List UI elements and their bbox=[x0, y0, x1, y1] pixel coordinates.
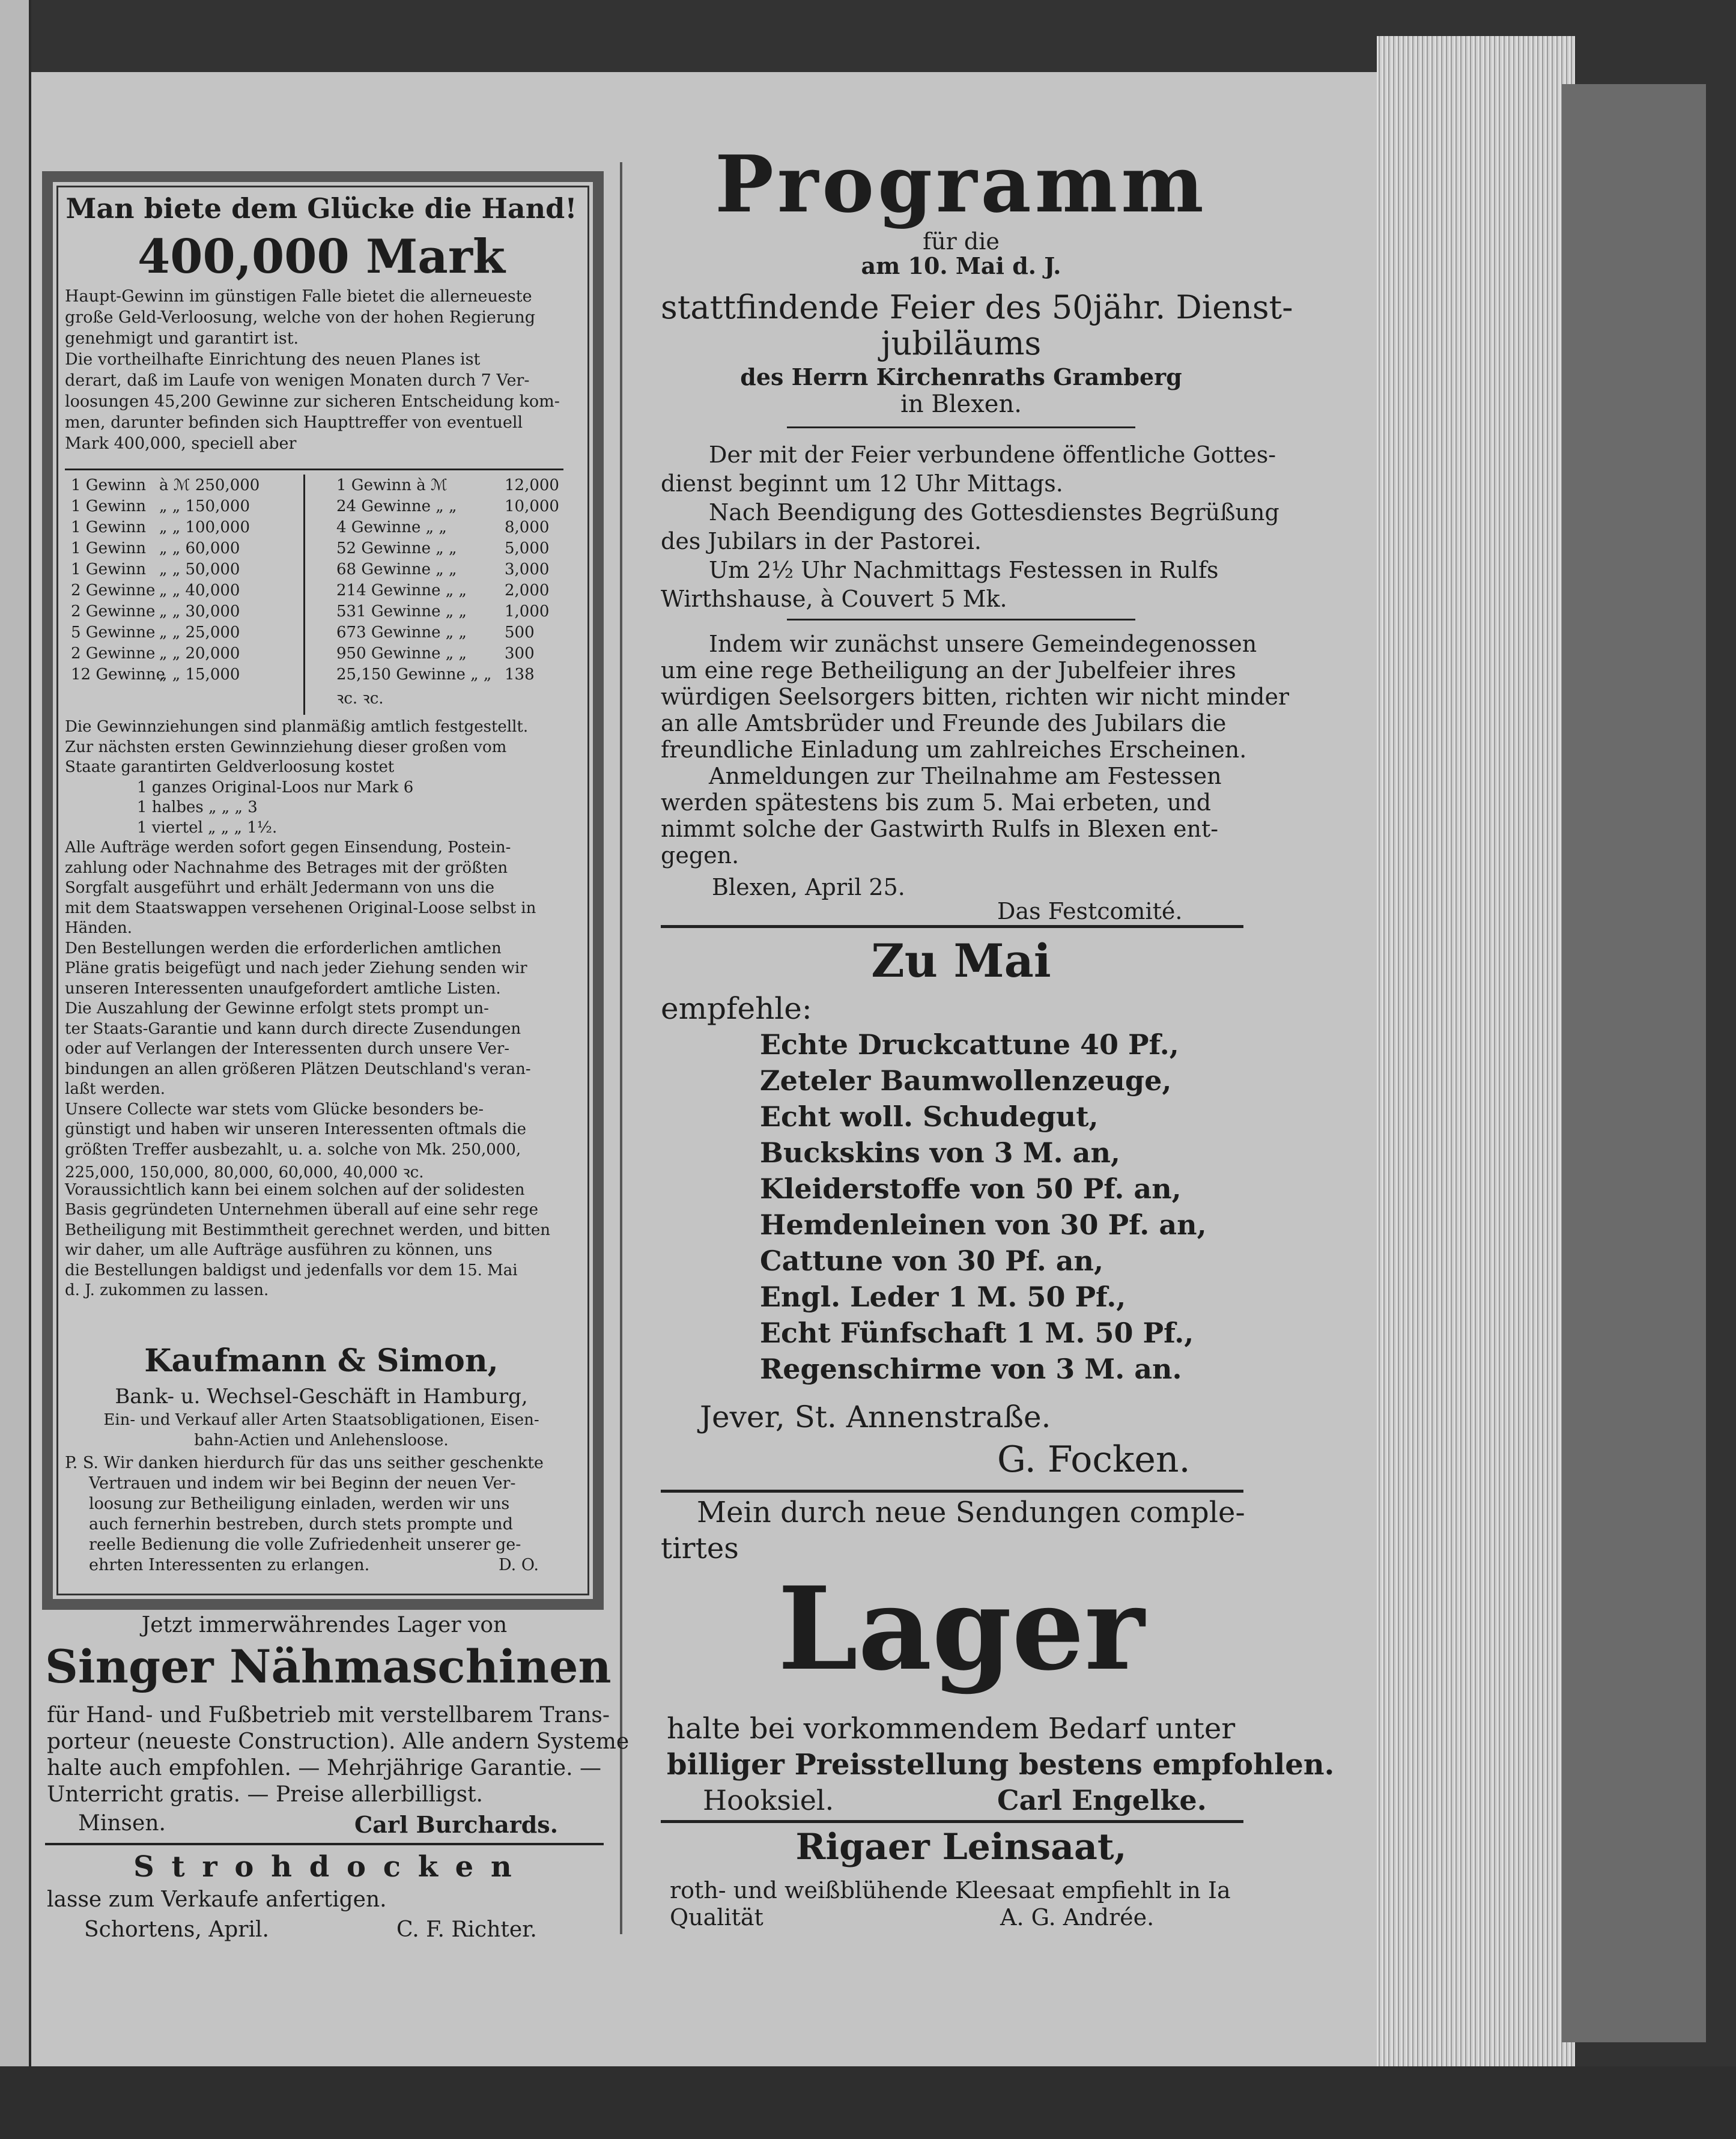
lottery-body-line: laßt werden. bbox=[65, 1080, 166, 1098]
mai-item: Buckskins von 3 M. an, bbox=[760, 1136, 1120, 1169]
programm-line: um eine rege Betheiligung an der Jubelfeier ihres bbox=[661, 657, 1236, 684]
programm-subtitle: jubiläums bbox=[881, 324, 1042, 362]
mai-item: Hemdenleinen von 30 Pf. an, bbox=[760, 1209, 1207, 1241]
singer-title: Singer Nähmaschinen bbox=[45, 1640, 612, 1693]
mai-place: Jever, St. Annenstraße. bbox=[700, 1400, 1051, 1434]
separator-rule bbox=[787, 426, 1135, 428]
programm-line: würdigen Seelsorgers bitten, richten wir nicht minder bbox=[661, 684, 1290, 710]
lottery-body-line: Händen. bbox=[65, 919, 132, 937]
prize-count: 25,150 Gewinne „ „ bbox=[336, 666, 492, 684]
prize-count: 1 Gewinn bbox=[71, 497, 147, 515]
prize-count: 2 Gewinne bbox=[71, 602, 156, 620]
lottery-intro-line: derart, daß im Laufe von wenigen Monaten durch 7 Ver- bbox=[65, 371, 530, 390]
lottery-body-line: 1 halbes „ „ „ 3 bbox=[137, 798, 258, 816]
prize-amount: 3,000 bbox=[505, 560, 550, 578]
book-cover bbox=[1562, 84, 1706, 2042]
lottery-headline: Man biete dem Glücke die Hand! bbox=[65, 192, 577, 225]
lottery-body-line: Staate garantirten Geldverloosung kostet bbox=[65, 758, 395, 776]
programm-line: gegen. bbox=[661, 842, 739, 869]
firm-line: Ein- und Verkauf aller Arten Staatsobligationen, Eisen- bbox=[103, 1411, 539, 1429]
ps-line: loosung zur Betheiligung einladen, werden wir uns bbox=[89, 1494, 510, 1513]
lager-line: billiger Preisstellung bestens empfohlen. bbox=[667, 1748, 1335, 1782]
lottery-body-line: die Bestellungen baldigst und jedenfalls vor dem 15. Mai bbox=[65, 1261, 518, 1279]
stroh-signature: C. F. Richter. bbox=[396, 1917, 537, 1942]
lottery-body-line: bindungen an allen größeren Plätzen Deutschland's veran- bbox=[65, 1060, 531, 1078]
rigaer-line: Qualität bbox=[670, 1904, 763, 1931]
lottery-intro-line: große Geld-Verloosung, welche von der hohen Regierung bbox=[65, 308, 535, 327]
rigaer-line: roth- und weißblühende Kleesaat empfiehlt in Ia bbox=[670, 1877, 1231, 1904]
prize-count: 24 Gewinne „ „ bbox=[336, 497, 457, 515]
singer-signature: Carl Burchards. bbox=[354, 1811, 558, 1838]
prize-amount: 1,000 bbox=[505, 602, 550, 620]
prize-table-divider bbox=[303, 475, 305, 715]
prize-count: 214 Gewinne „ „ bbox=[336, 581, 467, 599]
programm-subtitle: stattfindende Feier des 50jähr. Dienst- bbox=[661, 288, 1293, 326]
prize-amount: à ℳ 250,000 bbox=[159, 476, 260, 494]
prize-count: 12 Gewinne bbox=[71, 666, 165, 684]
prize-amount: 8,000 bbox=[505, 518, 550, 536]
ps-signature: D. O. bbox=[499, 1556, 539, 1574]
separator-rule bbox=[787, 619, 1135, 620]
prize-count: 950 Gewinne „ „ bbox=[336, 645, 467, 663]
ps-line: P. S. Wir danken hierdurch für das uns seither geschenkte bbox=[65, 1454, 544, 1472]
programm-line: Der mit der Feier verbundene öffentliche Gottes- bbox=[709, 441, 1276, 468]
prize-count: 2 Gewinne bbox=[71, 581, 156, 599]
lottery-body-line: größten Treffer ausbezahlt, u. a. solche von Mk. 250,000, bbox=[65, 1140, 521, 1159]
separator-rule bbox=[661, 1820, 1243, 1823]
prize-amount: „ „ 25,000 bbox=[159, 623, 240, 642]
facing-page-edge bbox=[0, 0, 31, 2139]
prize-table-top-rule bbox=[65, 469, 563, 470]
lager-place: Hooksiel. bbox=[703, 1784, 834, 1816]
lottery-body-line: 1 ganzes Original-Loos nur Mark 6 bbox=[137, 778, 414, 796]
firm-line: bahn-Actien und Anlehensloose. bbox=[194, 1431, 449, 1449]
mai-title: Zu Mai bbox=[871, 934, 1051, 988]
prize-amount: 500 bbox=[505, 623, 535, 642]
lottery-body-line: oder auf Verlangen der Interessenten durch unsere Ver- bbox=[65, 1040, 510, 1058]
stroh-place: Schortens, April. bbox=[84, 1917, 269, 1942]
mai-item: Kleiderstoffe von 50 Pf. an, bbox=[760, 1173, 1182, 1205]
lottery-intro-line: Mark 400,000, speciell aber bbox=[65, 434, 297, 453]
lottery-body-line: Den Bestellungen werden die erforderlichen amtlichen bbox=[65, 939, 502, 957]
ps-line: ehrten Interessenten zu erlangen. bbox=[89, 1556, 370, 1574]
programm-subtitle: am 10. Mai d. J. bbox=[861, 252, 1061, 279]
programm-line: nimmt solche der Gastwirth Rulfs in Blexen ent- bbox=[661, 816, 1219, 842]
lottery-body-line: Zur nächsten ersten Gewinnziehung dieser großen vom bbox=[65, 738, 507, 756]
prize-count: 52 Gewinne „ „ bbox=[336, 539, 457, 557]
prize-amount: „ „ 40,000 bbox=[159, 581, 240, 599]
prize-amount: 5,000 bbox=[505, 539, 550, 557]
lottery-body-line: günstigt und haben wir unseren Interessenten oftmals die bbox=[65, 1120, 527, 1138]
lottery-body-line: Basis gegründeten Unternehmen überall auf eine sehr rege bbox=[65, 1201, 539, 1219]
lager-signature: Carl Engelke. bbox=[997, 1784, 1207, 1816]
programm-line: Indem wir zunächst unsere Gemeindegenossen bbox=[709, 631, 1257, 657]
firm-name: Kaufmann & Simon, bbox=[144, 1343, 499, 1379]
prize-amount: „ „ 15,000 bbox=[159, 666, 240, 684]
prize-count: 1 Gewinn bbox=[71, 539, 147, 557]
lottery-body-line: Sorgfalt ausgeführt und erhält Jedermann von uns die bbox=[65, 879, 495, 897]
programm-subtitle: in Blexen. bbox=[900, 390, 1022, 418]
mai-intro: empfehle: bbox=[661, 991, 812, 1026]
ps-line: auch fernerhin bestreben, durch stets prompte und bbox=[89, 1515, 513, 1534]
lottery-body-line: zahlung oder Nachnahme des Betrages mit der größten bbox=[65, 858, 508, 877]
mai-item: Echte Druckcattune 40 Pf., bbox=[760, 1028, 1179, 1061]
separator-rule bbox=[661, 925, 1243, 928]
rigaer-title: Rigaer Leinsaat, bbox=[795, 1826, 1127, 1868]
prize-amount: „ „ 150,000 bbox=[159, 497, 250, 515]
separator-rule bbox=[45, 1843, 604, 1845]
lottery-intro-line: Haupt-Gewinn im günstigen Falle bietet die allerneueste bbox=[65, 287, 532, 306]
rigaer-signature: A. G. Andrée. bbox=[1000, 1904, 1155, 1931]
lottery-amount: 400,000 Mark bbox=[138, 229, 505, 284]
singer-place: Minsen. bbox=[78, 1811, 166, 1836]
bottom-shadow bbox=[0, 2066, 1736, 2139]
prize-amount: 12,000 bbox=[505, 476, 559, 494]
lager-intro: tirtes bbox=[661, 1532, 739, 1565]
lottery-body-line: 225,000, 150,000, 80,000, 60,000, 40,000 ꝛc. bbox=[65, 1164, 424, 1182]
ps-line: reelle Bedienung die volle Zufriedenheit unserer ge- bbox=[89, 1535, 521, 1554]
mai-item: Regenschirme von 3 M. an. bbox=[760, 1353, 1182, 1385]
lottery-body-line: Alle Aufträge werden sofort gegen Einsendung, Postein- bbox=[65, 839, 511, 857]
mai-item: Zeteler Baumwollenzeuge, bbox=[760, 1064, 1172, 1097]
prize-count: 673 Gewinne „ „ bbox=[336, 623, 467, 642]
programm-line: an alle Amtsbrüder und Freunde des Jubilars die bbox=[661, 710, 1227, 736]
prize-count: 1 Gewinn bbox=[71, 518, 147, 536]
lottery-body-line: d. J. zukommen zu lassen. bbox=[65, 1281, 269, 1299]
singer-line: porteur (neueste Construction). Alle andern Systeme bbox=[47, 1729, 630, 1754]
singer-intro: Jetzt immerwährendes Lager von bbox=[141, 1613, 508, 1637]
prize-amount: 138 bbox=[505, 666, 535, 684]
prize-count: 1 Gewinn bbox=[71, 476, 147, 494]
singer-line: Unterricht gratis. — Preise allerbilligst. bbox=[47, 1782, 483, 1807]
prize-amount: 2,000 bbox=[505, 581, 550, 599]
prize-count: 68 Gewinne „ „ bbox=[336, 560, 457, 578]
prize-count: 2 Gewinne bbox=[71, 645, 156, 663]
prize-amount: „ „ 60,000 bbox=[159, 539, 240, 557]
prize-amount: „ „ 100,000 bbox=[159, 518, 250, 536]
lottery-body-line: Die Auszahlung der Gewinne erfolgt stets prompt un- bbox=[65, 1000, 489, 1018]
lager-title: Lager bbox=[777, 1562, 1145, 1696]
singer-line: halte auch empfohlen. — Mehrjährige Garantie. — bbox=[47, 1756, 601, 1780]
lager-line: halte bei vorkommendem Bedarf unter bbox=[667, 1712, 1236, 1746]
stroh-title: S t r o h d o c k e n bbox=[133, 1850, 515, 1884]
prize-amount: „ „ 30,000 bbox=[159, 602, 240, 620]
lottery-intro-line: Die vortheilhafte Einrichtung des neuen Planes ist bbox=[65, 350, 481, 369]
programm-line: Nach Beendigung des Gottesdienstes Begrüßung bbox=[709, 499, 1279, 526]
mai-item: Echt Fünfschaft 1 M. 50 Pf., bbox=[760, 1317, 1194, 1349]
mai-item: Cattune von 30 Pf. an, bbox=[760, 1245, 1104, 1277]
prize-count: 531 Gewinne „ „ bbox=[336, 602, 467, 620]
programm-subtitle: des Herrn Kirchenraths Gramberg bbox=[740, 363, 1182, 390]
prize-amount: 10,000 bbox=[505, 497, 559, 515]
programm-line: werden spätestens bis zum 5. Mai erbeten, und bbox=[661, 789, 1212, 816]
lottery-body-line: 1 viertel „ „ „ 1½. bbox=[137, 818, 278, 837]
separator-rule bbox=[661, 1490, 1243, 1493]
mai-signature: G. Focken. bbox=[997, 1439, 1191, 1481]
lottery-body-line: Betheiligung mit Bestimmtheit gerechnet werden, und bitten bbox=[65, 1221, 551, 1239]
lottery-body-line: Die Gewinnziehungen sind planmäßig amtlich festgestellt. bbox=[65, 718, 529, 736]
lottery-body-line: Voraussichtlich kann bei einem solchen auf der solidesten bbox=[65, 1180, 525, 1199]
lottery-body-line: ter Staats-Garantie und kann durch directe Zusendungen bbox=[65, 1019, 521, 1038]
programm-line: Wirthshause, à Couvert 5 Mk. bbox=[661, 586, 1007, 612]
programm-line: dienst beginnt um 12 Uhr Mittags. bbox=[661, 470, 1063, 497]
lottery-body-line: Unsere Collecte war stets vom Glücke besonders be- bbox=[65, 1100, 484, 1118]
ps-line: Vertrauen und indem wir bei Beginn der neuen Ver- bbox=[89, 1474, 516, 1493]
lottery-body-line: wir daher, um alle Aufträge ausführen zu können, uns bbox=[65, 1241, 493, 1259]
singer-line: für Hand- und Fußbetrieb mit verstellbarem Trans- bbox=[47, 1703, 610, 1728]
programm-line: freundliche Einladung um zahlreiches Erscheinen. bbox=[661, 736, 1247, 763]
lottery-intro-line: genehmigt und garantirt ist. bbox=[65, 329, 299, 348]
lottery-body-line: unseren Interessenten unaufgefordert amtliche Listen. bbox=[65, 979, 501, 998]
prize-amount: 300 bbox=[505, 645, 535, 663]
programm-line: Anmeldungen zur Theilnahme am Festessen bbox=[709, 763, 1222, 789]
mai-item: Engl. Leder 1 M. 50 Pf., bbox=[760, 1281, 1126, 1313]
programm-signature: Das Festcomité. bbox=[997, 898, 1183, 924]
programm-line: Um 2½ Uhr Nachmittags Festessen in Rulfs bbox=[709, 557, 1219, 583]
prize-count: 1 Gewinn bbox=[71, 560, 147, 578]
lottery-body-line: Pläne gratis beigefügt und nach jeder Ziehung senden wir bbox=[65, 959, 527, 977]
prize-amount: „ „ 20,000 bbox=[159, 645, 240, 663]
programm-line: des Jubilars in der Pastorei. bbox=[661, 528, 982, 554]
prize-count: 1 Gewinn à ℳ bbox=[336, 476, 448, 494]
book-page-edges bbox=[1377, 36, 1575, 2090]
prize-amount: „ „ 50,000 bbox=[159, 560, 240, 578]
firm-line: Bank- u. Wechsel-Geschäft in Hamburg, bbox=[115, 1385, 528, 1409]
prize-count: 5 Gewinne bbox=[71, 623, 156, 642]
lottery-body-line: mit dem Staatswappen versehenen Original-Loose selbst in bbox=[65, 899, 536, 917]
prize-count: ꝛc. ꝛc. bbox=[336, 690, 384, 708]
prize-count: 4 Gewinne „ „ bbox=[336, 518, 447, 536]
stroh-line: lasse zum Verkaufe anfertigen. bbox=[47, 1887, 387, 1912]
programm-subtitle: für die bbox=[923, 228, 1000, 255]
column-rule bbox=[620, 162, 622, 1934]
lottery-intro-line: men, darunter befinden sich Haupttreffer von eventuell bbox=[65, 413, 523, 432]
programm-place: Blexen, April 25. bbox=[712, 874, 905, 900]
mai-item: Echt woll. Schudegut, bbox=[760, 1100, 1099, 1133]
programm-title: Programm bbox=[715, 138, 1207, 230]
lager-intro: Mein durch neue Sendungen comple- bbox=[697, 1496, 1245, 1529]
lottery-intro-line: loosungen 45,200 Gewinne zur sicheren Entscheidung kom- bbox=[65, 392, 560, 411]
